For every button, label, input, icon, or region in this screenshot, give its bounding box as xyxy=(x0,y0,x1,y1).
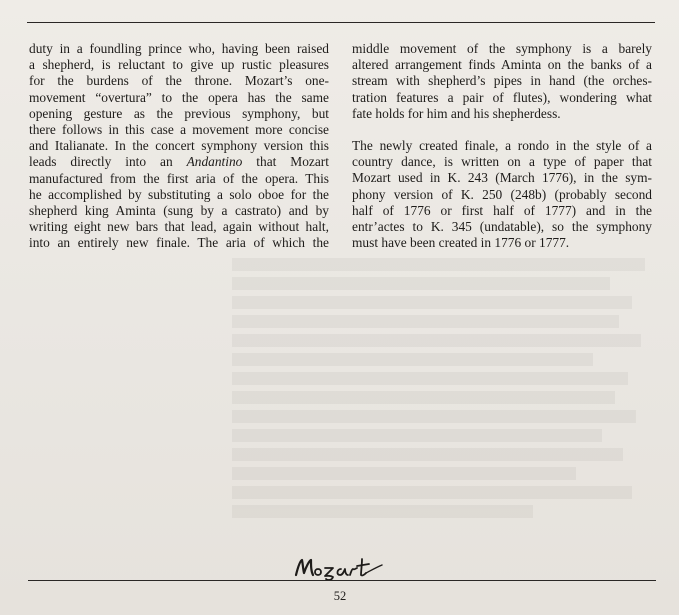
text-line: he accomplished by substituting a solo oboe for the xyxy=(29,186,329,202)
text-line: there follows in this case a movement more concise xyxy=(29,121,329,137)
text-line: for the burdens of the throne. Mozart’s one- xyxy=(29,73,329,89)
paper-show-through xyxy=(232,258,662,528)
text-line: shepherd king Aminta (sung by a castrato) and by xyxy=(29,202,329,218)
bottom-rule xyxy=(28,580,656,581)
text-line: country dance, is written on a type of paper that xyxy=(352,154,652,170)
page-number: 52 xyxy=(333,589,347,603)
text-line: duty in a foundling prince who, having been raised xyxy=(29,41,329,56)
text-line: tration features a pair of flutes), wondering what xyxy=(352,89,652,105)
paragraph-gap xyxy=(352,122,652,138)
text-line-with-italic xyxy=(29,154,329,170)
top-rule xyxy=(27,22,655,23)
text-line: stream with shepherd’s pipes in hand (the orches- xyxy=(352,73,652,89)
text-fragment: leads directly into an xyxy=(29,154,173,170)
left-text-column xyxy=(29,41,329,251)
text-line: movement “overtura” to the opera has the same xyxy=(29,89,329,105)
text-line: fate holds for him and his shepherdess. xyxy=(352,105,561,121)
italic-term-andantino: Andantino xyxy=(186,154,243,170)
text-line: altered arrangement finds Aminta on the banks of a xyxy=(352,57,652,73)
text-line: must have been created in 1776 or 1777. xyxy=(352,235,570,251)
text-line: manufactured from the first aria of the opera. This xyxy=(29,170,329,186)
text-line: writing eight new bars that lead, again without halt, xyxy=(29,219,329,235)
text-line: into an entirely new finale. The aria of which the xyxy=(29,235,329,251)
text-line: The newly created finale, a rondo in the style of a xyxy=(352,137,652,153)
text-line: middle movement of the symphony is a barely xyxy=(352,41,652,56)
right-text-column xyxy=(352,41,652,251)
text-line: entr’actes to K. 345 (undatable), so the symphony xyxy=(352,218,652,234)
text-line: and Italianate. In the concert symphony version this xyxy=(29,138,329,154)
text-line: a shepherd, is reluctant to give up rustic pleasures xyxy=(29,57,329,73)
text-line: half of 1776 or first half of 1777) and in the xyxy=(352,202,652,218)
mozart-signature-logo xyxy=(292,555,388,581)
text-line: opening gesture as the previous symphony, but xyxy=(29,105,329,121)
text-line: phony version of K. 250 (248b) (probably second xyxy=(352,186,652,202)
text-fragment: that Mozart xyxy=(256,154,329,170)
text-line: Mozart used in K. 243 (March 1776), in the sym- xyxy=(352,170,652,186)
